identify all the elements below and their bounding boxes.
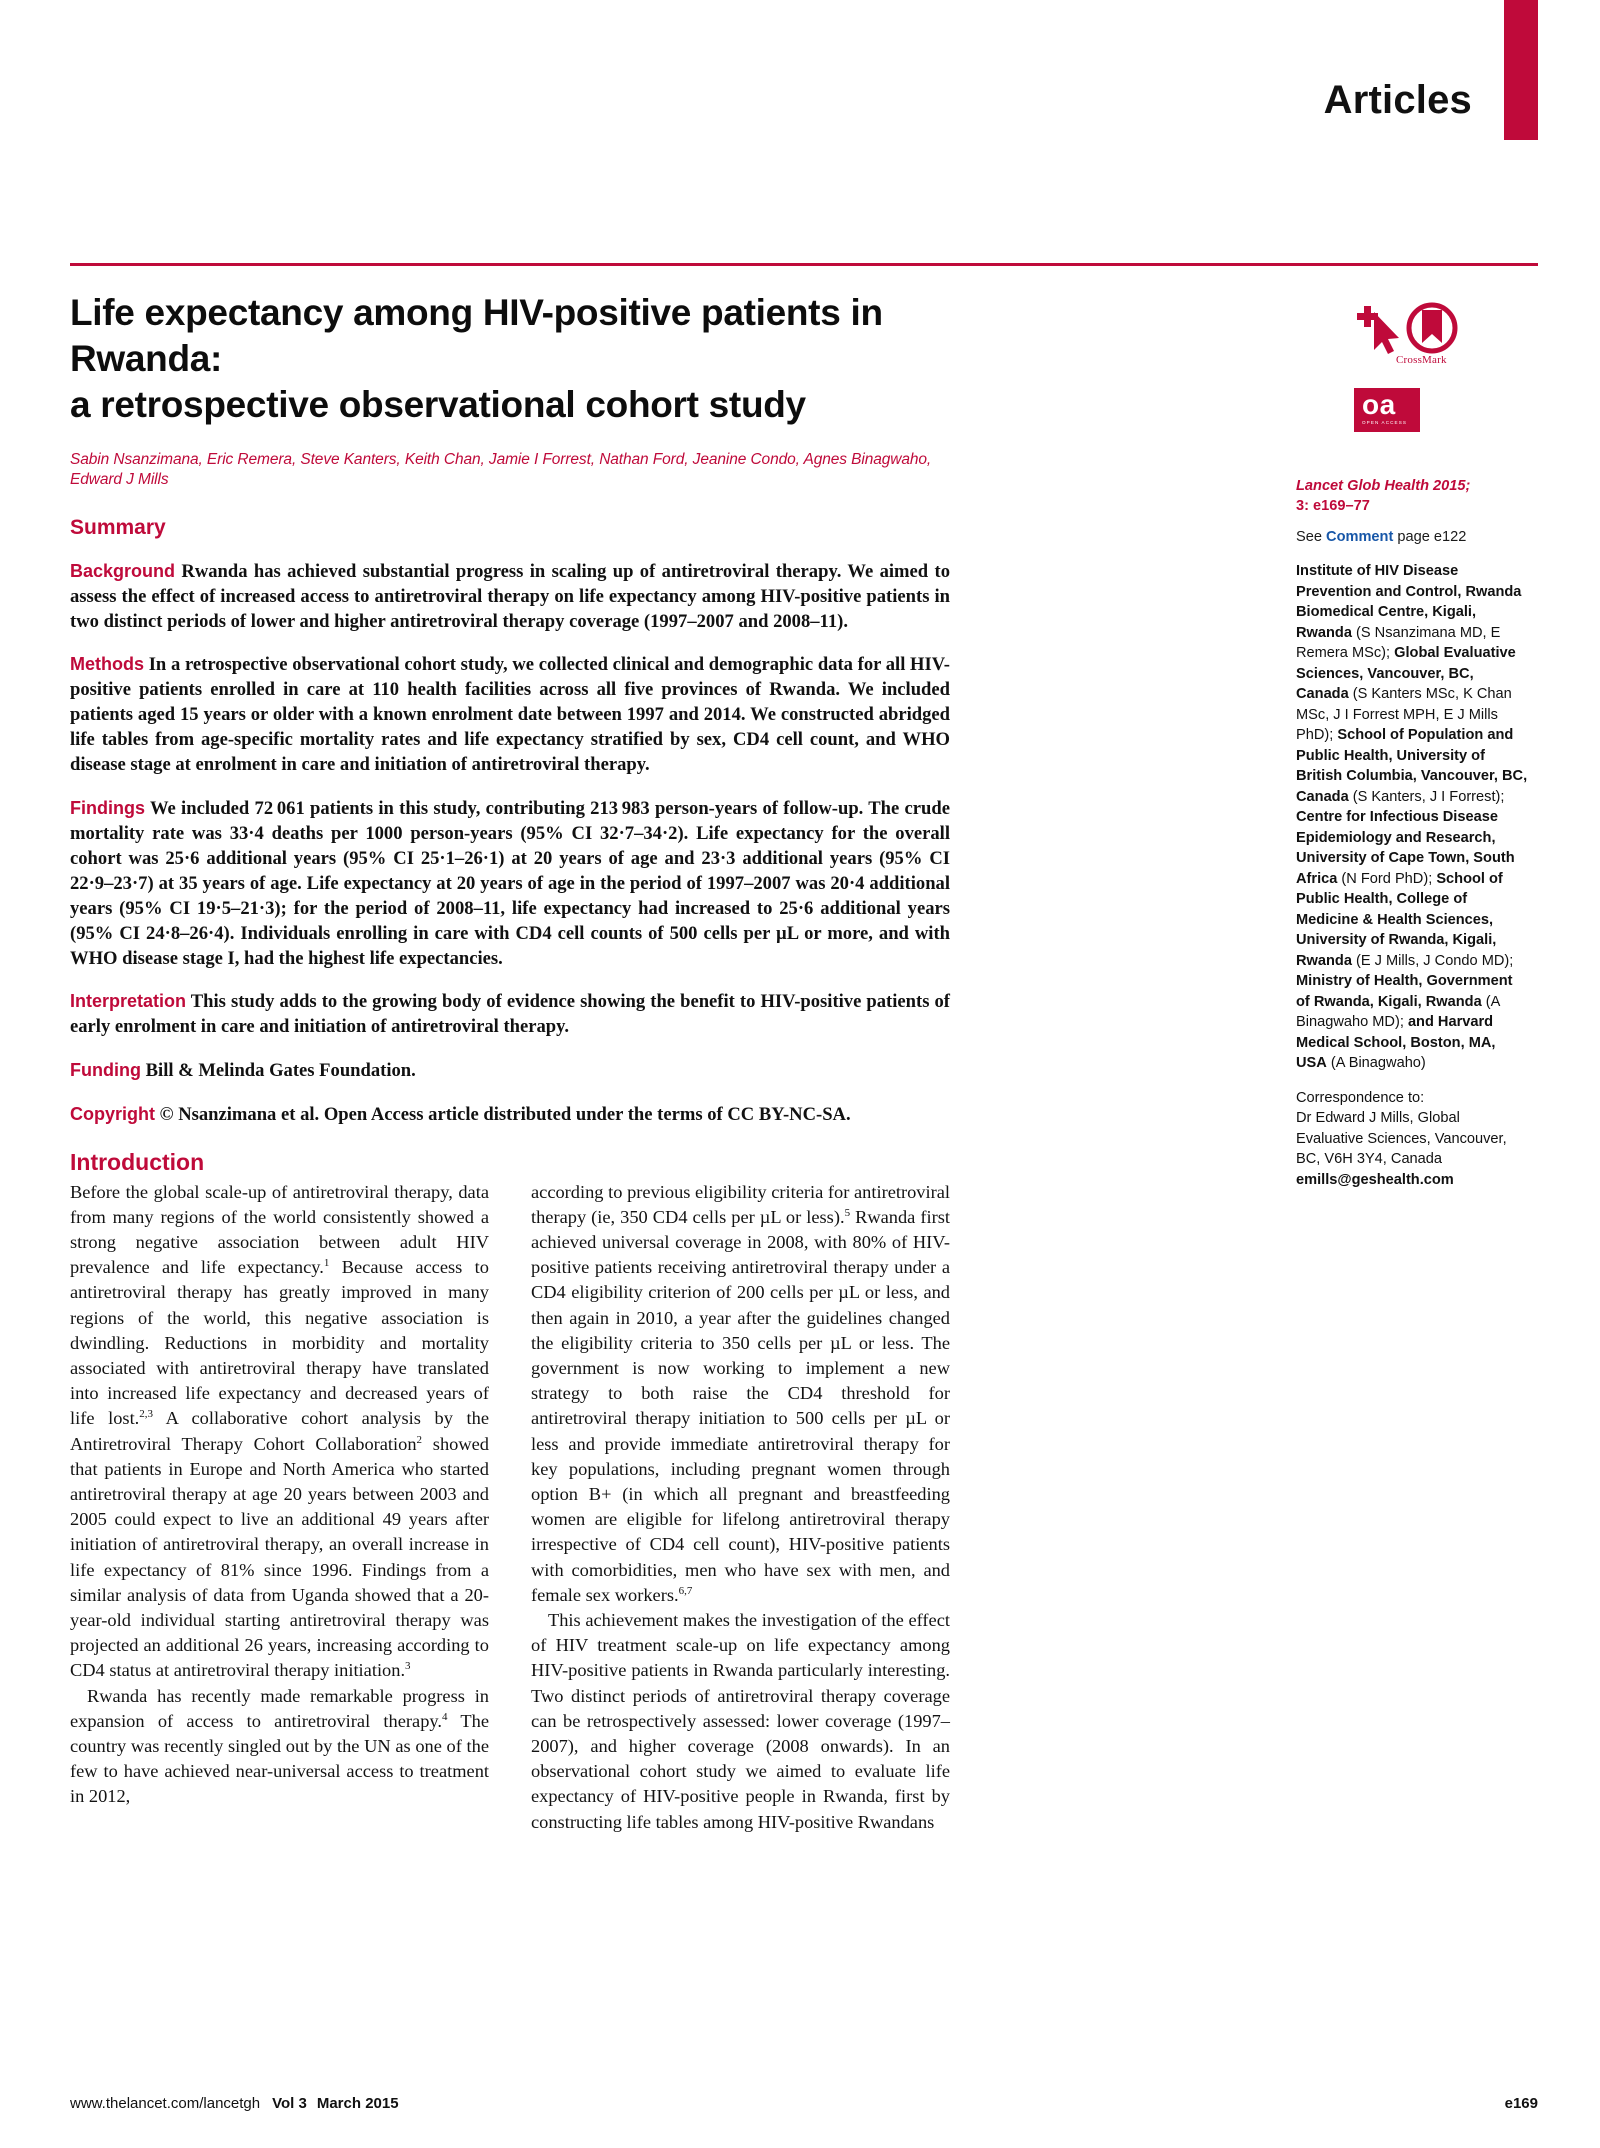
abstract-background-label: Background — [70, 560, 176, 581]
open-access-label: oa — [1362, 389, 1396, 420]
introduction-heading: Introduction — [70, 1148, 205, 1175]
abstract-findings-text: We included 72 061 patients in this study, contributing 213 983 person-years of follow-up. The crude mortality rate was 33·4 deaths per 1000 person-years (95% CI 32·7–34·2). Life expectancy for the overall cohort was 25·6 additional years (95% CI 25·1–26·1) at 20 years of age and 23·3 additional years (95% CI 22·9–23·7) at 35 years of age. Life expectancy at 20 years of age in the period of 1997–2007 was 20·4 additional years (95% CI 19·5–21·3); for the period of 2008–11, life expectancy had increased to 25·6 additional years (95% CI 24·8–26·4). Individuals enrolling in care with CD4 cell counts of 500 cells per µL or more, and with WHO disease stage I, had the highest life expectancies. — [70, 797, 950, 969]
page-footer — [70, 2095, 1538, 2112]
affiliation-2-bold: Global Evaluative Sciences, Vancouver, BC, Canada — [1296, 645, 1516, 702]
crossmark-icon[interactable] — [1354, 298, 1464, 370]
affiliation-1-bold: Institute of HIV Disease Prevention and Control, Rwanda Biomedical Centre, Kigali, Rwanda — [1296, 563, 1522, 641]
abstract-findings — [70, 796, 950, 971]
affiliation-5-plain: (E J Mills, J Condo MD); — [1351, 952, 1514, 969]
title-line-2: a retrospective observational cohort study — [70, 384, 806, 425]
citation-volume-pages: 3: e169–77 — [1296, 498, 1370, 514]
intro-paragraph-3 — [531, 1180, 950, 1608]
ref-marker: 3 — [405, 1660, 411, 1673]
abstract-copyright — [70, 1102, 950, 1127]
ref-marker: 4 — [441, 1710, 448, 1723]
abstract-funding — [70, 1058, 950, 1083]
footer-volume: Vol 3 — [272, 2095, 307, 2112]
abstract-copyright-text: © Nsanzimana et al. Open Access article distributed under the terms of CC BY-NC-SA. — [155, 1103, 851, 1125]
page-number: e169 — [1504, 2095, 1538, 2112]
abstract-interpretation-text: This study adds to the growing body of evidence showing the benefit to HIV-positive patients of early enrolment in care and initiation of antiretroviral therapy. — [70, 991, 950, 1038]
summary-heading: Summary — [70, 516, 166, 539]
author-list: Sabin Nsanzimana, Eric Remera, Steve Kanters, Keith Chan, Jamie I Forrest, Nathan Ford, Jeanine Condo, Agnes Binagwaho, Edward J Mills — [70, 451, 932, 488]
metadata-sidebar — [1296, 290, 1528, 1190]
ref-marker: 2,3 — [139, 1408, 154, 1421]
affiliation-4-bold: Centre for Infectious Disease Epidemiology and Research, University of Cape Town, South Africa — [1296, 809, 1515, 887]
journal-url[interactable]: www.thelancet.com/lancetgh — [70, 2095, 261, 2112]
affiliations-block — [1296, 561, 1528, 1074]
article-content — [70, 290, 1280, 1835]
affiliation-5-bold: School of Public Health, College of Medicine & Health Sciences, University of Rwanda, Kigali, Rwanda — [1296, 870, 1503, 969]
page-title — [70, 290, 950, 428]
abstract-background — [70, 559, 950, 634]
ref-marker: 5 — [844, 1206, 851, 1219]
abstract-interpretation — [70, 989, 950, 1039]
header-accent-bar — [1504, 0, 1538, 140]
title-divider-rule — [70, 263, 1538, 266]
intro-p1-seg2: Because access to antiretroviral therapy has greatly improved in many regions of the world, this negative association is dwindling. Reductions in morbidity and mortality associated with antiretroviral therapy have translated into increased life expectancy and decreased years of life lost. — [70, 1257, 489, 1429]
affiliation-7-plain: (A Binagwaho) — [1326, 1055, 1426, 1071]
correspondence-block — [1296, 1088, 1528, 1191]
abstract-methods — [70, 652, 950, 777]
citation-journal: Lancet Glob Health 2015; — [1296, 478, 1471, 494]
affiliation-3-plain: (S Kanters, J I Forrest); — [1348, 788, 1505, 805]
page-header — [0, 0, 1600, 160]
see-comment-line — [1296, 527, 1528, 547]
journal-citation — [1296, 476, 1528, 516]
intro-paragraph-1 — [70, 1180, 489, 1684]
section-label: Articles — [1323, 78, 1472, 122]
affiliation-6-plain: (A Binagwaho MD); — [1296, 993, 1500, 1030]
intro-p1-seg3: A collaborative cohort analysis by the Antiretroviral Therapy Cohort Collaboration — [70, 1408, 489, 1454]
intro-p3-seg2: Rwanda first achieved universal coverage in 2008, with 80% of HIV-positive patients receiving antiretroviral therapy under a CD4 eligibility criterion of 200 cells per µL or less, and then again in 2010, a year after the guidelines changed the eligibility criteria to 350 cells per µL or less. The government is now working to implement a new strategy to both raise the CD4 threshold for antiretroviral therapy initiation to 500 cells per µL or less and provide immediate antiretroviral therapy for key populations, including pregnant women through option B+ (in which all pregnant and breastfeeding women are eligible for lifelong antiretroviral therapy irrespective of CD4 cell count), HIV-positive patients with comorbidities, men who have sex with men, and female sex workers. — [531, 1206, 950, 1605]
crossmark-label: CrossMark — [1396, 354, 1447, 366]
abstract-funding-text: Bill & Melinda Gates Foundation. — [140, 1059, 416, 1081]
body-columns — [70, 1180, 950, 1835]
abstract-funding-label: Funding — [70, 1059, 141, 1080]
affiliation-1-plain: (S Nsanzimana MD, E Remera MSc); — [1296, 624, 1501, 661]
intro-p1-seg1: Before the global scale-up of antiretroviral therapy, data from many regions of the world consistently showed a strong negative association between adult HIV prevalence and life expectancy. — [70, 1181, 489, 1278]
correspondence-email[interactable]: emills@geshealth.com — [1296, 1171, 1454, 1188]
correspondence-address: Dr Edward J Mills, Global Evaluative Sciences, Vancouver, BC, V6H 3Y4, Canada — [1296, 1110, 1507, 1167]
open-access-sublabel: OPEN ACCESS — [1362, 420, 1408, 425]
intro-paragraph-4: This achievement makes the investigation of the effect of HIV treatment scale-up on life expectancy among HIV-positive patients in Rwanda particularly interesting. Two distinct periods of antiretroviral therapy coverage can be retrospectively assessed: lower coverage (1997–2007), and higher coverage (2008 onwards). In an observational cohort study we aimed to evaluate life expectancy of HIV-positive people in Rwanda, first by constructing life tables among HIV-positive Rwandans — [531, 1610, 950, 1832]
intro-p3-seg1: according to previous eligibility criteria for antiretroviral therapy (ie, 350 CD4 cells per µL or less). — [531, 1181, 950, 1227]
affiliation-3-bold: School of Population and Public Health, University of British Columbia, Vancouver, BC, Canada — [1296, 727, 1528, 805]
intro-p2-seg1: Rwanda has recently made remarkable progress in expansion of access to antiretroviral therapy. — [70, 1685, 489, 1731]
abstract-methods-label: Methods — [70, 654, 144, 675]
abstract-findings-label: Findings — [70, 797, 145, 818]
affiliation-4-plain: (N Ford PhD); — [1337, 870, 1437, 887]
affiliation-7-bold: and Harvard Medical School, Boston, MA, USA — [1296, 1014, 1496, 1071]
title-line-1: Life expectancy among HIV-positive patients in Rwanda: — [70, 292, 883, 379]
abstract-copyright-label: Copyright — [70, 1103, 155, 1124]
affiliation-6-bold: Ministry of Health, Government of Rwanda, Kigali, Rwanda — [1296, 973, 1513, 1010]
abstract-interpretation-label: Interpretation — [70, 991, 187, 1012]
affiliation-2-plain: (S Kanters MSc, K Chan MSc, J I Forrest MPH, E J Mills PhD); — [1296, 686, 1512, 743]
abstract-methods-text: In a retrospective observational cohort study, we collected clinical and demographic data for all HIV-positive patients enrolled in care at 110 health facilities across all five provinces of Rwanda. We included patients aged 15 years or older with a known enrolment date between 1997 and 2014. We constructed abridged life tables from age-specific mortality rates and life expectancy stratified by sex, CD4 cell count, and WHO disease stage at enrolment in care and initiation of antiretroviral therapy. — [70, 654, 950, 776]
ref-marker: 6,7 — [678, 1584, 693, 1597]
correspondence-label: Correspondence to: — [1296, 1089, 1425, 1106]
see-suffix: page e122 — [1393, 529, 1467, 545]
comment-link[interactable]: Comment — [1326, 529, 1394, 545]
open-access-badge[interactable] — [1354, 388, 1420, 432]
body-column-right — [531, 1180, 950, 1835]
see-prefix: See — [1296, 529, 1327, 545]
abstract-background-text: Rwanda has achieved substantial progress in scaling up of antiretroviral therapy. We aimed to assess the effect of increased access to antiretroviral therapy on life expectancy among HIV-positive patients in two distinct periods of lower and higher antiretroviral therapy coverage (1997–2007 and 2008–11). — [70, 560, 950, 632]
intro-p1-seg4: showed that patients in Europe and North America who started antiretroviral therapy at age 20 years between 2003 and 2005 could expect to live an additional 49 years after initiation of antiretroviral therapy, an overall increase in life expectancy of 81% since 1996. Findings from a similar analysis of data from Uganda showed that a 20-year-old individual starting antiretroviral therapy was projected an additional 26 years, increasing according to CD4 status at antiretroviral therapy initiation. — [70, 1433, 489, 1681]
body-column-left — [70, 1180, 489, 1835]
intro-paragraph-2 — [70, 1684, 489, 1810]
footer-date: March 2015 — [316, 2095, 399, 2112]
footer-left — [70, 2095, 399, 2112]
intro-p2-seg2: The country was recently singled out by the UN as one of the few to have achieved near-universal access to treatment in 2012, — [70, 1710, 490, 1807]
ref-marker: 2 — [416, 1433, 423, 1446]
ref-marker: 1 — [323, 1257, 330, 1270]
logo-block — [1296, 290, 1528, 425]
